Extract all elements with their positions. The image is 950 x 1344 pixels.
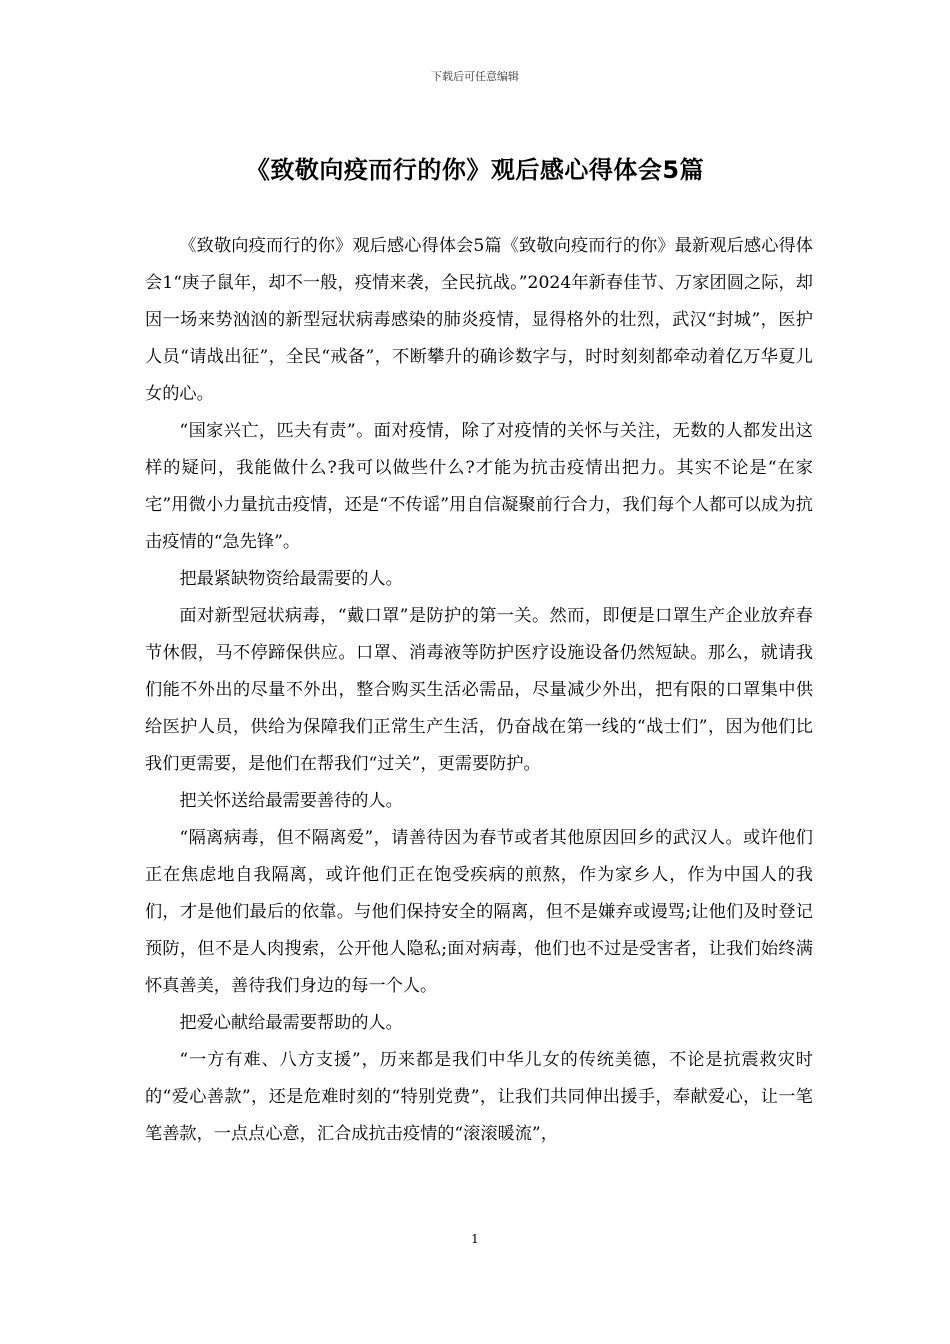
document-title: 《致敬向疫而行的你》观后感心得体会5篇 <box>245 156 705 184</box>
paragraph: “一方有难、八方支援”，历来都是我们中华儿女的传统美德，不论是抗震救灾时的“爱心善款”，还是危难时刻的“特别党费”，让我们共同伸出援手，奉献爱心，让一笔笔善款，一点点心意，汇合成抗击疫情的“滚滚暖流”， <box>145 1050 813 1144</box>
paragraph: 把关怀送给最需要善待的人。 <box>179 791 403 811</box>
header-note: 下载后可任意编辑 <box>431 70 519 83</box>
paragraph: 面对新型冠状病毒，“戴口罩”是防护的第一关。然而，即便是口罩生产企业放弃春节休假，马不停蹄保供应。口罩、消毒液等防护医疗设施设备仍然短缺。那么，就请我们能不外出的尽量不外出，整合购买生活必需品，尽量减少外出，把有限的口罩集中供给医护人员，供给为保障我们正常生产生活，仍奋战在第一线的“战士们”，因为他们比我们更需要，是他们在帮我们“过关”，更需要防护。 <box>145 606 813 774</box>
paragraph: “隔离病毒，但不隔离爱”，请善待因为春节或者其他原因回乡的武汉人。或许他们正在焦虑地自我隔离，或许他们正在饱受疾病的煎熬，作为家乡人，作为中国人的我们，才是他们最后的依靠。与他们保持安全的隔离，但不是嫌弃或谩骂;让他们及时登记预防，但不是人肉搜索，公开他人隐私;面对病毒，他们也不过是受害者，让我们始终满怀真善美，善待我们身边的每一个人。 <box>145 828 813 996</box>
page-number: 1 <box>471 1232 479 1246</box>
paragraph: 《致敬向疫而行的你》观后感心得体会5篇《致敬向疫而行的你》最新观后感心得体会1“庚子鼠年，却不一般，疫情来袭，全民抗战。”2024年新春佳节、万家团圆之际，却因一场来势汹汹的新型冠状病毒感染的肺炎疫情，显得格外的壮烈，武汉“封城”，医护人员“请战出征”，全民“戒备”，不断攀升的确诊数字与，时时刻刻都牵动着亿万华夏儿女的心。 <box>145 236 813 404</box>
paragraph: 把爱心献给最需要帮助的人。 <box>179 1013 403 1033</box>
document-body <box>145 228 813 1153</box>
paragraph: “国家兴亡，匹夫有责”。面对疫情，除了对疫情的关怀与关注，无数的人都发出这样的疑问，我能做什么?我可以做些什么?才能为抗击疫情出把力。其实不论是“在家宅”用微小力量抗击疫情，还是“不传谣”用自信凝聚前行合力，我们每个人都可以成为抗击疫情的“急先锋”。 <box>145 421 813 552</box>
paragraph: 把最紧缺物资给最需要的人。 <box>179 569 403 589</box>
